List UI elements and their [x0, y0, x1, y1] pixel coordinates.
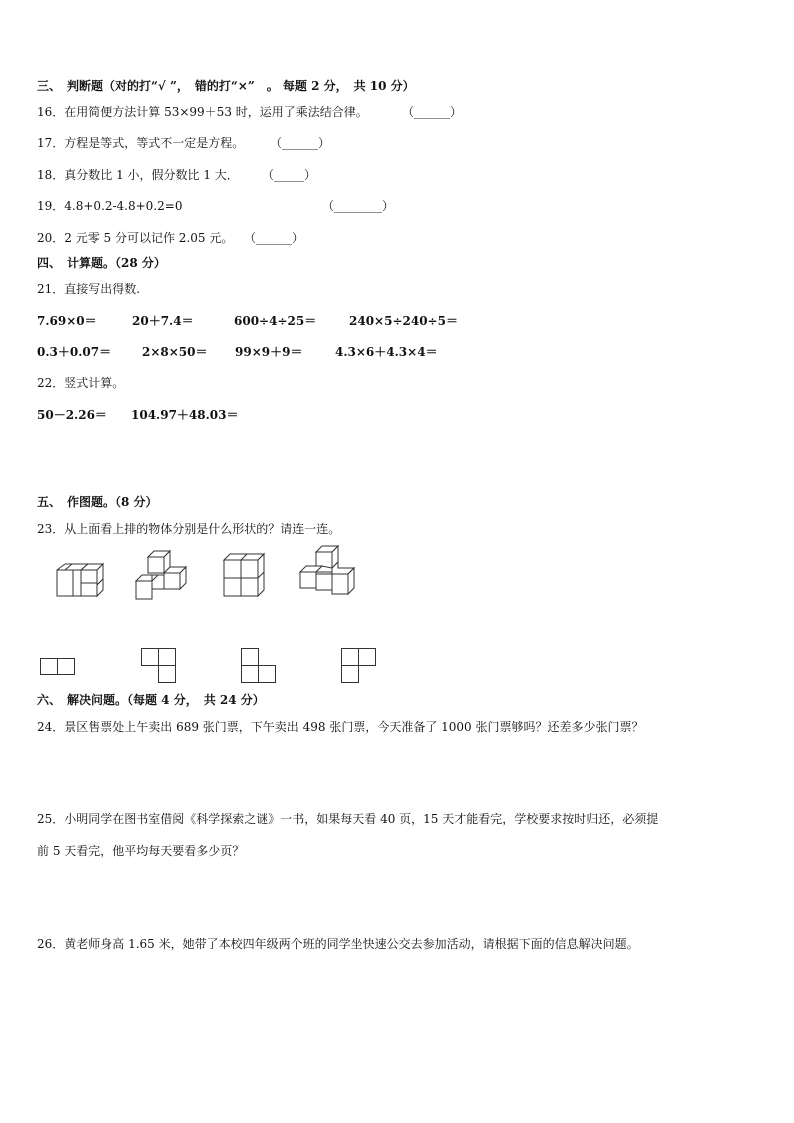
calc-item: 20＋7.4＝ — [132, 314, 194, 328]
calc-item: 240×5÷240÷5＝ — [349, 314, 458, 328]
calc-item: 99×9＋9＝ — [235, 345, 303, 359]
question-20: 20．2 元零 5 分可以记作 2.05 元。 — [37, 231, 234, 245]
question-18: 18．真分数比 1 小，假分数比 1 大． — [37, 168, 239, 182]
calc-item: 600÷4÷25＝ — [234, 314, 317, 328]
calc-item: 4.3×6＋4.3×4＝ — [335, 345, 438, 359]
answer-blank-20[interactable]: （______） — [244, 231, 305, 245]
vertical-calc-item: 50－2.26＝ — [37, 408, 107, 422]
section-calc: 四、 计算题。（28 分） — [37, 256, 166, 270]
question-25-line2: 前 5 天看完，他平均每天要看多少页？ — [37, 844, 245, 858]
top-view-1[interactable] — [40, 658, 76, 676]
section-draw: 五、 作图题。（8 分） — [37, 495, 158, 509]
answer-blank-19[interactable]: （________） — [322, 199, 395, 213]
question-25-line1: 25．小明同学在图书室借阅《科学探索之谜》一书，如果每天看 40 页，15 天才能看完，学校要求按时归还，必须提 — [37, 812, 659, 826]
question-19: 19．4.8+0.2-4.8+0.2=0 — [37, 199, 183, 213]
question-26: 26．黄老师身高 1.65 米，她带了本校四年级两个班的同学坐快速公交去参加活动，请根据下面的信息解决问题。 — [37, 937, 639, 951]
vertical-calc-item: 104.97＋48.03＝ — [131, 408, 239, 422]
section-judge: 三、 判断题（对的打“√ ”， 错的打“×” 。 每题 2 分， 共 10 分） — [37, 79, 415, 93]
question-22-title: 22．竖式计算。 — [37, 376, 125, 390]
question-23-title: 23．从上面看上排的物体分别是什么形状的？请连一连。 — [37, 522, 341, 536]
calc-item: 7.69×0＝ — [37, 314, 97, 328]
solid-figure-1[interactable] — [57, 562, 103, 598]
calc-item: 2×8×50＝ — [142, 345, 208, 359]
top-view-2[interactable] — [141, 648, 177, 684]
answer-blank-16[interactable]: （______） — [402, 105, 463, 119]
question-24: 24．景区售票处上午卖出 689 张门票，下午卖出 498 张门票，今天准备了 1000 张门票够吗？还差多少张门票？ — [37, 720, 644, 734]
solid-figure-4[interactable] — [300, 546, 354, 598]
answer-blank-17[interactable]: （______） — [270, 136, 331, 150]
question-21-title: 21．直接写出得数. — [37, 282, 141, 296]
solid-figure-2[interactable] — [136, 551, 188, 601]
question-16: 16．在用简便方法计算 53×99＋53 时，运用了乘法结合律。 — [37, 105, 368, 119]
top-view-4[interactable] — [341, 648, 377, 684]
top-view-3[interactable] — [241, 648, 277, 684]
question-17: 17．方程是等式，等式不一定是方程。 — [37, 136, 245, 150]
calc-item: 0.3＋0.07＝ — [37, 345, 112, 359]
answer-blank-18[interactable]: （_____） — [262, 168, 317, 182]
section-solve: 六、 解决问题。（每题 4 分， 共 24 分） — [37, 693, 265, 707]
solid-figure-3[interactable] — [220, 552, 270, 598]
